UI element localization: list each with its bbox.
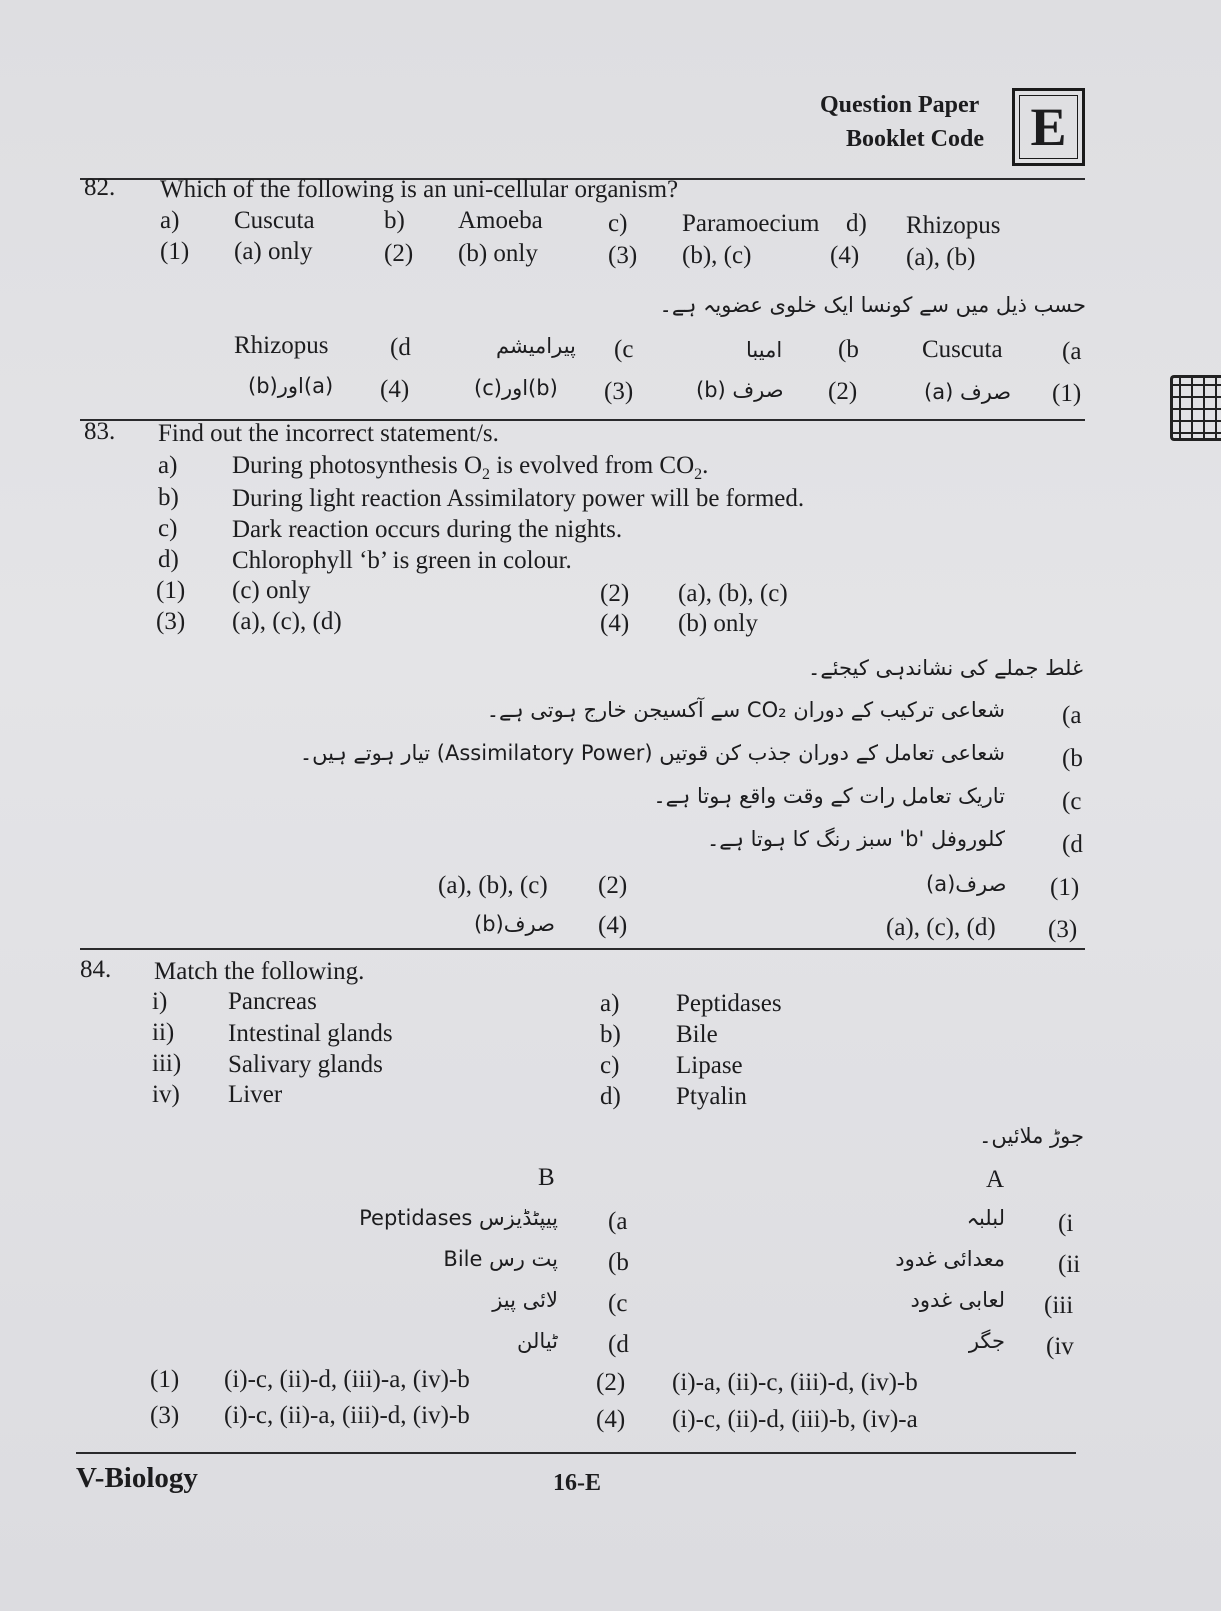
match-right-text: Lipase [676,1052,743,1079]
urdu-option-text: پیرامیشم [496,334,576,358]
match-left-text: Pancreas [228,988,317,1015]
urdu-answer-label: (3) [1048,916,1078,943]
answer-text: (i)-c, (ii)-a, (iii)-d, (iv)-b [224,1402,470,1429]
option-label: c) [608,210,628,237]
statement-label: b) [158,484,179,511]
answer-text: (i)-c, (ii)-d, (iii)-a, (iv)-b [224,1366,470,1393]
urdu-match-right-text: پیپٹڈیزس Peptidases [359,1206,558,1230]
question-text: Which of the following is an uni-cellular organism? [160,176,679,203]
answer-label: (3) [156,608,186,635]
urdu-answer-label: (2) [598,872,628,899]
answer-label: (1) [150,1366,180,1393]
urdu-match-right-label: (b [608,1249,629,1276]
match-left-text: Liver [228,1081,283,1108]
match-right-text: Peptidases [676,990,782,1017]
urdu-option-text: Cuscuta [922,336,1003,363]
match-right-text: Bile [676,1021,718,1048]
urdu-answer-text: صرف(a) [926,872,1007,896]
urdu-answer-label: (2) [828,378,858,405]
match-left-label: iii) [152,1050,182,1077]
column-b-heading: B [538,1164,555,1191]
urdu-option-label: (c [614,336,634,363]
urdu-answer-text: (b)اور(c) [474,376,558,400]
answer-label: (2) [384,240,414,267]
urdu-statement-label: (d [1062,831,1083,858]
answer-text: (i)-c, (ii)-d, (iii)-b, (iv)-a [672,1406,918,1433]
booklet-code-box: E [1012,88,1085,166]
urdu-statement-label: (a [1062,702,1082,729]
urdu-answer-text: (a)اور(b) [248,374,334,398]
option-label: b) [384,207,405,234]
answer-text: (a), (c), (d) [232,608,342,635]
urdu-match-left-text: معدائی غدود [895,1247,1005,1271]
urdu-question-text: حسب ذیل میں سے کونسا ایک خلوی عضویہ ہے۔ [659,293,1086,317]
statement-text: Dark reaction occurs during the nights. [232,516,623,543]
match-right-label: d) [600,1083,621,1110]
urdu-match-right-text: لائی پیز [492,1288,558,1312]
urdu-answer-label: (1) [1052,380,1082,407]
answer-text: (c) only [232,577,311,604]
answer-text: (b) only [678,610,758,637]
option-text: Amoeba [458,207,543,234]
urdu-answer-text: صرف(b) [474,912,555,936]
urdu-match-left-label: (iv [1046,1333,1074,1360]
urdu-match-left-label: (iii [1044,1292,1074,1319]
answer-text: (a) only [234,238,313,265]
urdu-answer-text: (a), (b), (c) [438,872,548,899]
urdu-answer-label: (4) [380,376,410,403]
header-booklet-code: Booklet Code [846,126,984,152]
option-text: Cuscuta [234,207,315,234]
footer-subject: V-Biology [76,1462,198,1494]
question-number: 82. [84,174,116,201]
urdu-option-label: (b [838,336,859,363]
statement-label: c) [158,515,178,542]
urdu-statement-text: شعاعی ترکیب کے دوران CO₂ سے آکسیجن خارج ہوتی ہے۔ [486,698,1005,722]
match-right-label: c) [600,1052,620,1079]
question-number: 84. [80,956,112,983]
answer-label: (1) [156,577,186,604]
urdu-match-right-label: (c [608,1290,628,1317]
match-left-label: iv) [152,1081,180,1108]
statement-text: During light reaction Assimilatory power will be formed. [232,485,805,512]
header-question-paper: Question Paper [820,92,980,118]
urdu-statement-text: تاریک تعامل رات کے وقت واقع ہوتا ہے۔ [653,784,1005,808]
answer-text: (b) only [458,240,538,267]
answer-text: (a), (b), (c) [678,580,788,607]
match-right-label: b) [600,1021,621,1048]
answer-label: (3) [608,242,638,269]
urdu-answer-label: (1) [1050,874,1080,901]
urdu-answer-label: (3) [604,378,634,405]
answer-label: (4) [830,242,860,269]
urdu-answer-text: صرف (a) [924,380,1012,404]
urdu-match-left-text: جگر [968,1329,1005,1353]
match-left-text: Intestinal glands [228,1020,393,1047]
answer-label: (4) [600,610,630,637]
statement-text: Chlorophyll ‘b’ is green in colour. [232,547,572,574]
urdu-option-label: (d [390,334,411,361]
answer-label: (1) [160,238,190,265]
urdu-match-right-text: ٹیالن [517,1329,558,1353]
footer-page-number: 16-E [553,1470,601,1496]
question-text: Match the following. [154,958,365,985]
question-number: 83. [84,418,116,445]
statement-text: During photosynthesis $O_2$ is evolved from $CO_2$. [232,452,709,483]
option-label: a) [160,207,180,234]
answer-text: (b), (c) [682,242,752,269]
match-left-label: i) [152,988,168,1015]
urdu-statement-label: (c [1062,788,1082,815]
match-left-label: ii) [152,1019,175,1046]
urdu-match-left-label: (i [1058,1210,1074,1237]
urdu-question-text: غلط جملے کی نشاندہی کیجئے۔ [808,656,1083,680]
omr-grid-icon [1170,375,1221,441]
urdu-answer-text: صرف (b) [696,378,784,402]
question-text: Find out the incorrect statement/s. [158,420,499,447]
column-a-heading: A [986,1166,1005,1193]
urdu-statement-text: کلوروفل 'b' سبز رنگ کا ہوتا ہے۔ [707,827,1005,851]
option-label: d) [846,210,867,237]
statement-label: a) [158,452,178,479]
urdu-statement-label: (b [1062,745,1083,772]
answer-text: (i)-a, (ii)-c, (iii)-d, (iv)-b [672,1369,918,1396]
match-right-text: Ptyalin [676,1083,747,1110]
answer-label: (2) [596,1369,626,1396]
urdu-option-text: امیبا [746,338,783,362]
urdu-option-label: (a [1062,338,1082,365]
answer-label: (2) [600,580,630,607]
urdu-match-left-text: لعابی غدود [910,1288,1005,1312]
match-right-label: a) [600,990,620,1017]
answer-label: (4) [596,1406,626,1433]
option-text: Paramoecium [682,210,820,237]
urdu-match-right-label: (d [608,1331,629,1358]
answer-text: (a), (b) [906,244,976,271]
answer-label: (3) [150,1402,180,1429]
urdu-question-text: جوڑ ملائیں۔ [979,1124,1084,1148]
footer-divider [76,1452,1076,1454]
urdu-match-left-text: لبلبہ [966,1206,1005,1230]
statement-label: d) [158,546,179,573]
option-text: Rhizopus [906,212,1001,239]
urdu-match-right-label: (a [608,1208,628,1235]
divider [80,948,1085,950]
urdu-answer-label: (4) [598,912,628,939]
urdu-option-text: Rhizopus [234,332,329,359]
match-left-text: Salivary glands [228,1051,383,1078]
urdu-match-right-text: پت رس Bile [443,1247,558,1271]
urdu-statement-text: شعاعی تعامل کے دوران جذب کن قوتیں (Assimilatory Power) تیار ہوتے ہیں۔ [299,741,1005,765]
urdu-match-left-label: (ii [1058,1251,1081,1278]
urdu-answer-text: (a), (c), (d) [886,914,996,941]
